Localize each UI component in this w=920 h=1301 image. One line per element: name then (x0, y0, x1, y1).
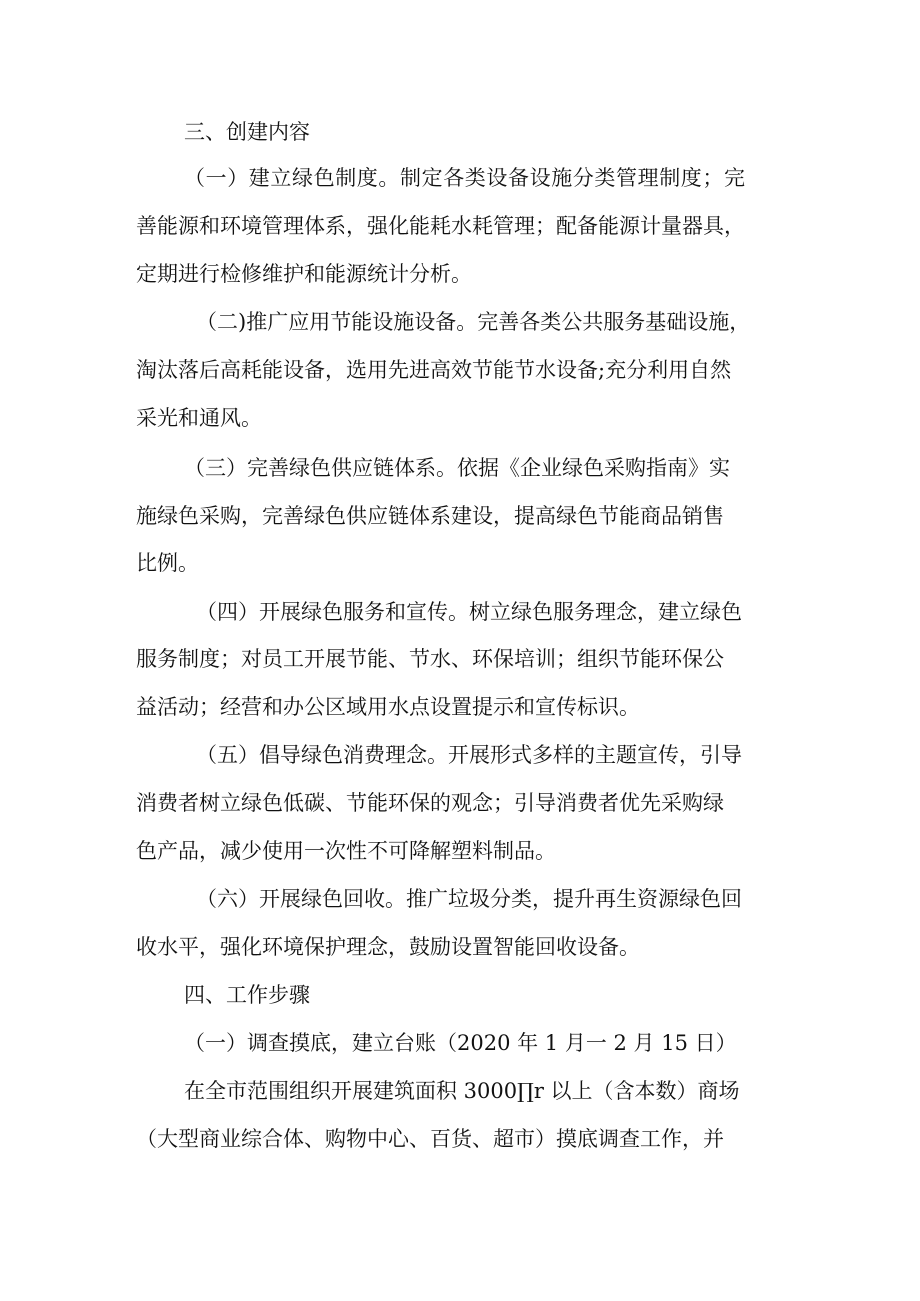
paragraph-line: 色产品，减少使用一次性不可降解塑料制品。 (136, 839, 556, 863)
paragraph-line: 在全市范围组织开展建筑面积 3000∏r 以上（含本数）商场 (184, 1079, 740, 1103)
paragraph-line: 比例。 (136, 551, 199, 575)
paragraph-line: 消费者树立绿色低碳、节能环保的观念；引导消费者优先采购绿 (136, 791, 724, 815)
paragraph-line: 采光和通风。 (136, 406, 262, 430)
section-heading-4: 四、工作步骤 (184, 983, 310, 1007)
paragraph-line: 定期进行检修维护和能源统计分析。 (136, 262, 472, 286)
paragraph-line: 服务制度；对员工开展节能、节水、环保培训；组织节能环保公 (136, 647, 724, 671)
paragraph-line: （五）倡导绿色消费理念。开展形式多样的主题宣传，引导 (196, 743, 742, 767)
paragraph-line: 收水平，强化环境保护理念，鼓励设置智能回收设备。 (136, 935, 640, 959)
paragraph-line: 施绿色采购，完善绿色供应链体系建设，提高绿色节能商品销售 (136, 504, 724, 528)
subheading-line: （一）调查摸底，建立台账（2020 年 1 月一 2 月 15 日） (184, 1031, 737, 1055)
paragraph-line: （六）开展绿色回收。推广垃圾分类，提升再生资源绿色回 (196, 887, 742, 911)
paragraph-line: 善能源和环境管理体系，强化能耗水耗管理；配备能源计量器具， (136, 214, 745, 238)
paragraph-line: （四）开展绿色服务和宣传。树立绿色服务理念，建立绿色 (196, 600, 742, 624)
section-heading-3: 三、创建内容 (184, 120, 310, 144)
paragraph-line: 淘汰落后高耗能设备，选用先进高效节能节水设备;充分利用自然 (136, 358, 732, 382)
paragraph-line: （二)推广应用节能设施设备。完善各类公共服务基础设施， (196, 310, 751, 334)
paragraph-line: （大型商业综合体、购物中心、百货、超市）摸底调查工作，并 (136, 1127, 724, 1151)
paragraph-line: （一）建立绿色制度。制定各类设备设施分类管理制度；完 (184, 166, 746, 190)
paragraph-line: （三）完善绿色供应链体系。依据《企业绿色采购指南》实 (184, 456, 730, 480)
paragraph-line: 益活动；经营和办公区域用水点设置提示和宣传标识。 (136, 695, 640, 719)
